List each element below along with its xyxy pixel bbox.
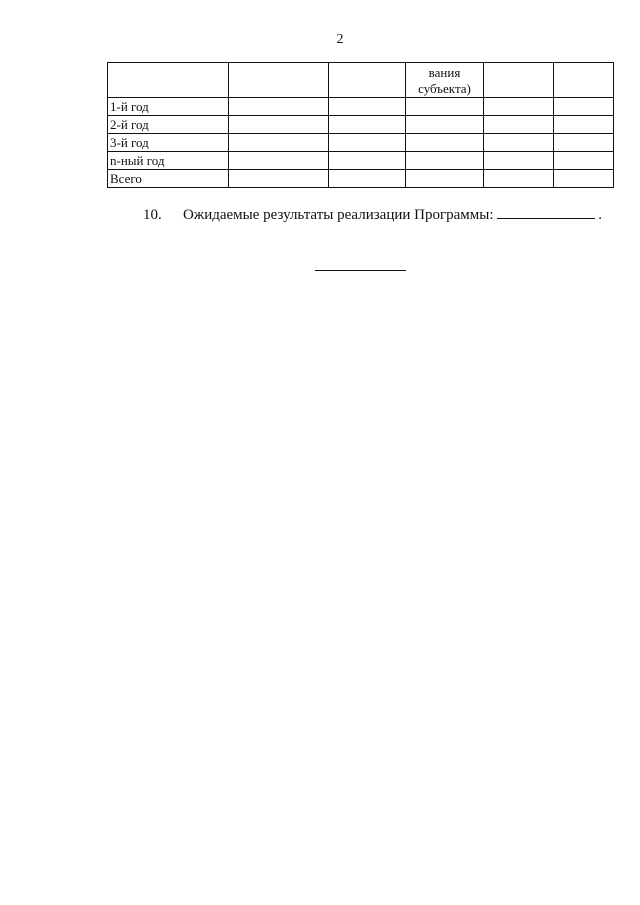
header-fragment-line2: субъекта) bbox=[418, 81, 471, 96]
table-cell bbox=[329, 116, 406, 134]
row-label: 3-й год bbox=[108, 134, 229, 152]
header-cell-subject-budget bbox=[406, 63, 484, 98]
table-cell bbox=[484, 116, 554, 134]
fill-in-blank-line bbox=[497, 206, 595, 219]
item-number: 10. bbox=[143, 207, 162, 223]
table-cell bbox=[554, 98, 614, 116]
table-header-row bbox=[108, 63, 614, 98]
item-text: Ожидаемые результаты реализации Программы: bbox=[183, 207, 494, 223]
table-row bbox=[108, 152, 614, 170]
page-number: 2 bbox=[336, 32, 344, 47]
table-cell bbox=[229, 152, 329, 170]
table-cell bbox=[484, 152, 554, 170]
closing-rule bbox=[315, 270, 406, 271]
header-cell bbox=[484, 63, 554, 98]
item-end-mark: . bbox=[598, 207, 603, 223]
header-fragment-line1: вания bbox=[428, 65, 461, 80]
header-cell bbox=[554, 63, 614, 98]
table-cell bbox=[329, 152, 406, 170]
table-cell bbox=[329, 170, 406, 188]
table-cell bbox=[229, 134, 329, 152]
table-cell bbox=[554, 116, 614, 134]
table-cell bbox=[484, 170, 554, 188]
table-cell bbox=[484, 134, 554, 152]
row-label: n-ный год bbox=[108, 152, 229, 170]
table-cell bbox=[554, 170, 614, 188]
table-cell bbox=[329, 98, 406, 116]
table-cell bbox=[329, 134, 406, 152]
row-label: 2-й год bbox=[108, 116, 229, 134]
header-cell bbox=[229, 63, 329, 98]
table-cell bbox=[554, 134, 614, 152]
table-cell bbox=[406, 152, 484, 170]
expected-results-item bbox=[143, 206, 602, 224]
table-cell bbox=[229, 170, 329, 188]
table-cell bbox=[406, 116, 484, 134]
table-cell bbox=[406, 170, 484, 188]
table-cell bbox=[484, 98, 554, 116]
table-cell bbox=[406, 98, 484, 116]
table-row-total bbox=[108, 170, 614, 188]
financing-table bbox=[107, 62, 614, 188]
table-row bbox=[108, 116, 614, 134]
table-cell bbox=[229, 98, 329, 116]
row-label: Всего bbox=[108, 170, 229, 188]
table-row bbox=[108, 134, 614, 152]
row-label: 1-й год bbox=[108, 98, 229, 116]
table-cell bbox=[554, 152, 614, 170]
header-cell bbox=[108, 63, 229, 98]
table-cell bbox=[406, 134, 484, 152]
table-row bbox=[108, 98, 614, 116]
header-cell bbox=[329, 63, 406, 98]
table-cell bbox=[229, 116, 329, 134]
